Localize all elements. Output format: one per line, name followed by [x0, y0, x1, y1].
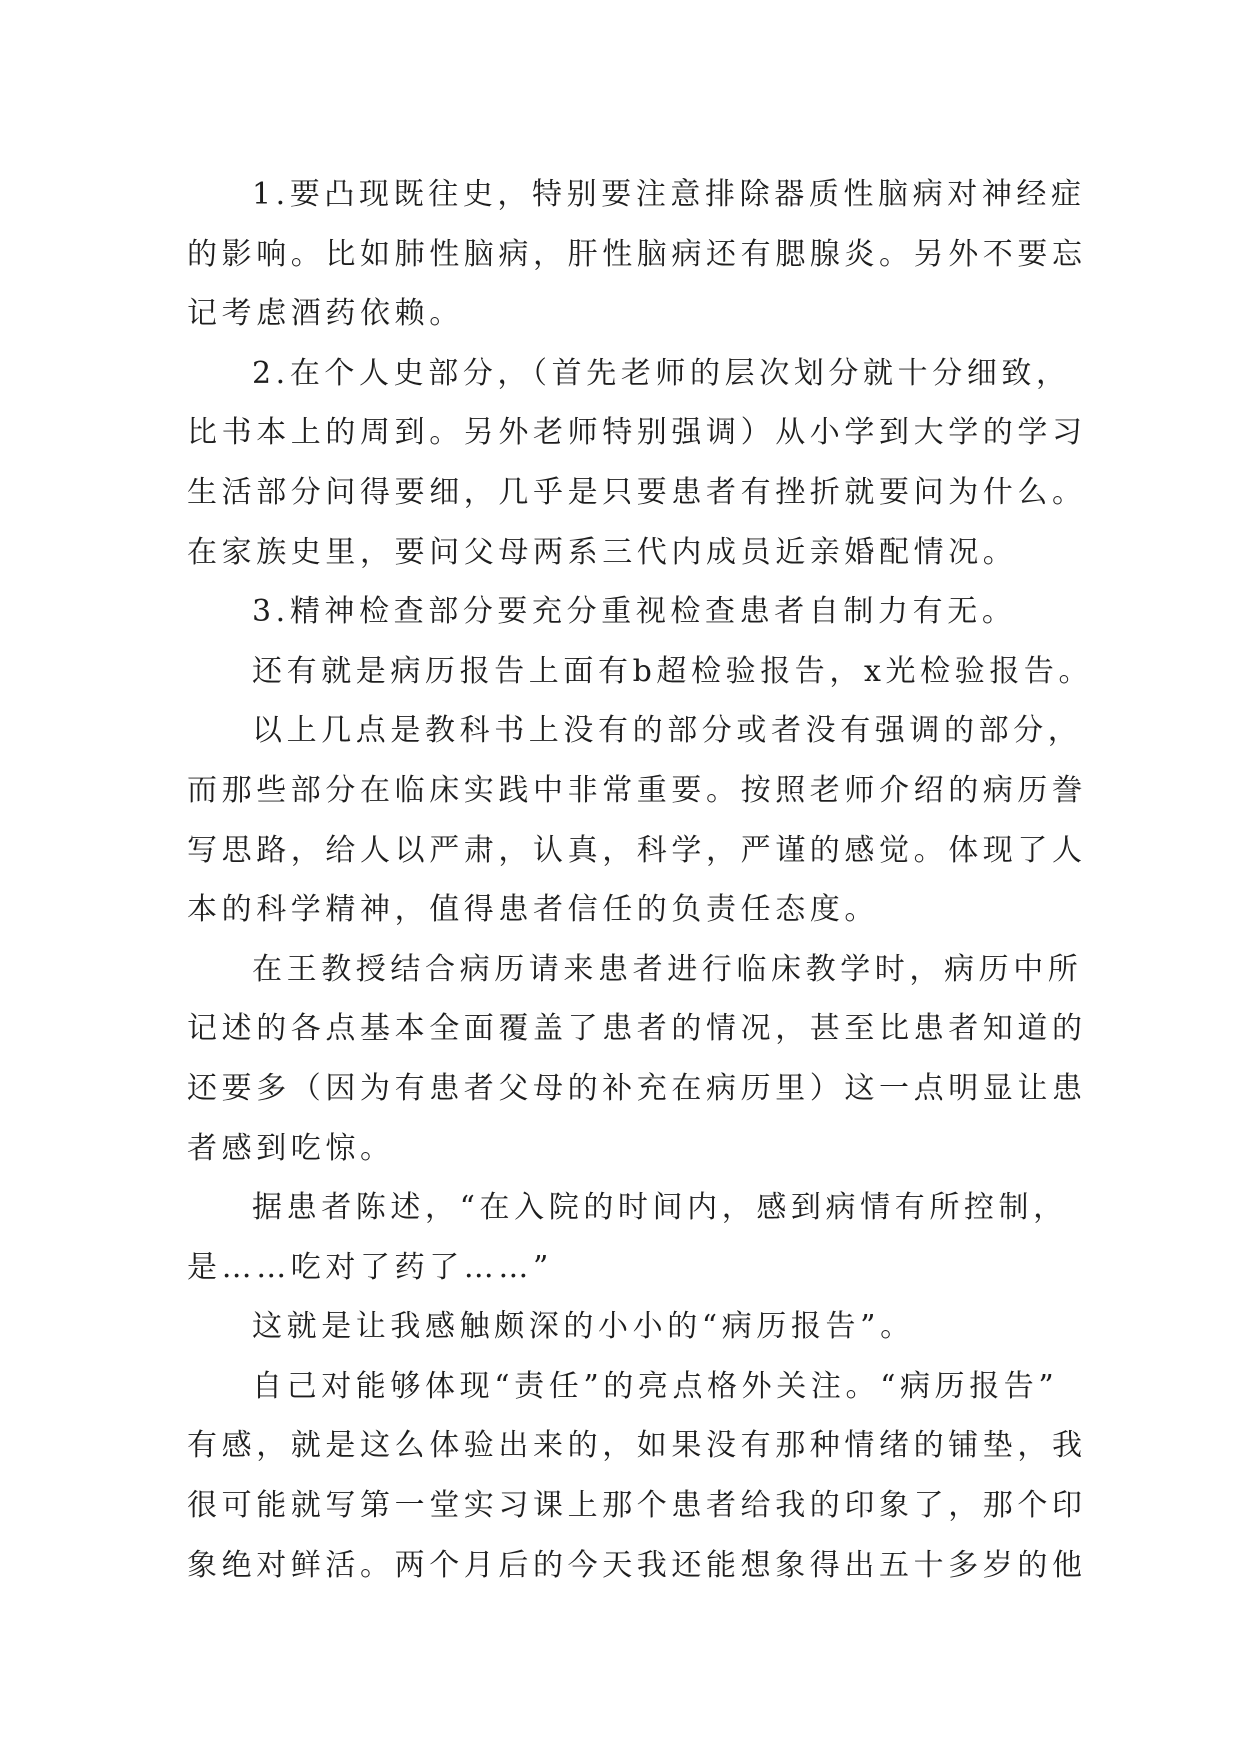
- paragraph-line: 在王教授结合病历请来患者进行临床教学时，病历中所: [252, 951, 1083, 987]
- paragraph-line: 者感到吃惊。: [187, 1130, 395, 1166]
- body-text: [187, 165, 1094, 1595]
- paragraph-line: 象绝对鲜活。两个月后的今天我还能想象得出五十多岁的他: [187, 1547, 1087, 1583]
- paragraph-line: 在家族史里，要问父母两系三代内成员近亲婚配情况。: [187, 534, 1018, 570]
- paragraph-line: 比书本上的周到。另外老师特别强调）从小学到大学的学习: [187, 415, 1087, 451]
- paragraph-line: 记考虑酒药依赖。: [187, 296, 464, 332]
- paragraph-line: 写思路，给人以严肃，认真，科学，严谨的感觉。体现了人: [187, 832, 1087, 868]
- paragraph-line: 很可能就写第一堂实习课上那个患者给我的印象了，那个印: [187, 1488, 1087, 1524]
- paragraph-line: 1.要凸现既往史，特别要注意排除器质性脑病对神经症: [252, 177, 1086, 212]
- paragraph-line: 2.在个人史部分，（首先老师的层次划分就十分细致，: [252, 355, 1071, 391]
- paragraph-line: 是……吃对了药了……”: [187, 1249, 553, 1285]
- paragraph-line: 本的科学精神，值得患者信任的负责任态度。: [187, 892, 879, 928]
- paragraph-line: 的影响。比如肺性脑病，肝性脑病还有腮腺炎。另外不要忘: [187, 236, 1087, 272]
- paragraph-line: 据患者陈述，“在入院的时间内，感到病情有所控制，: [252, 1190, 1068, 1226]
- paragraph-line: 还有就是病历报告上面有b超检验报告，x光检验报告。: [252, 653, 1094, 689]
- paragraph-line: 有感，就是这么体验出来的，如果没有那种情绪的铺垫，我: [187, 1428, 1087, 1464]
- paragraph-line: 生活部分问得要细，几乎是只要患者有挫折就要问为什么。: [187, 474, 1087, 510]
- paragraph-line: 记述的各点基本全面覆盖了患者的情况，甚至比患者知道的: [187, 1011, 1087, 1047]
- paragraph-line: 3.精神检查部分要充分重视检查患者自制力有无。: [252, 594, 1017, 630]
- paragraph-line: 而那些部分在临床实践中非常重要。按照老师介绍的病历誊: [187, 772, 1087, 808]
- paragraph-line: 还要多（因为有患者父母的补充在病历里）这一点明显让患: [187, 1070, 1087, 1106]
- paragraph-line: 自己对能够体现“责任”的亮点格外关注。“病历报告”: [252, 1368, 1059, 1404]
- paragraph-line: 以上几点是教科书上没有的部分或者没有强调的部分，: [252, 713, 1083, 749]
- paragraph-line: 这就是让我感触颇深的小小的“病历报告”。: [252, 1309, 915, 1345]
